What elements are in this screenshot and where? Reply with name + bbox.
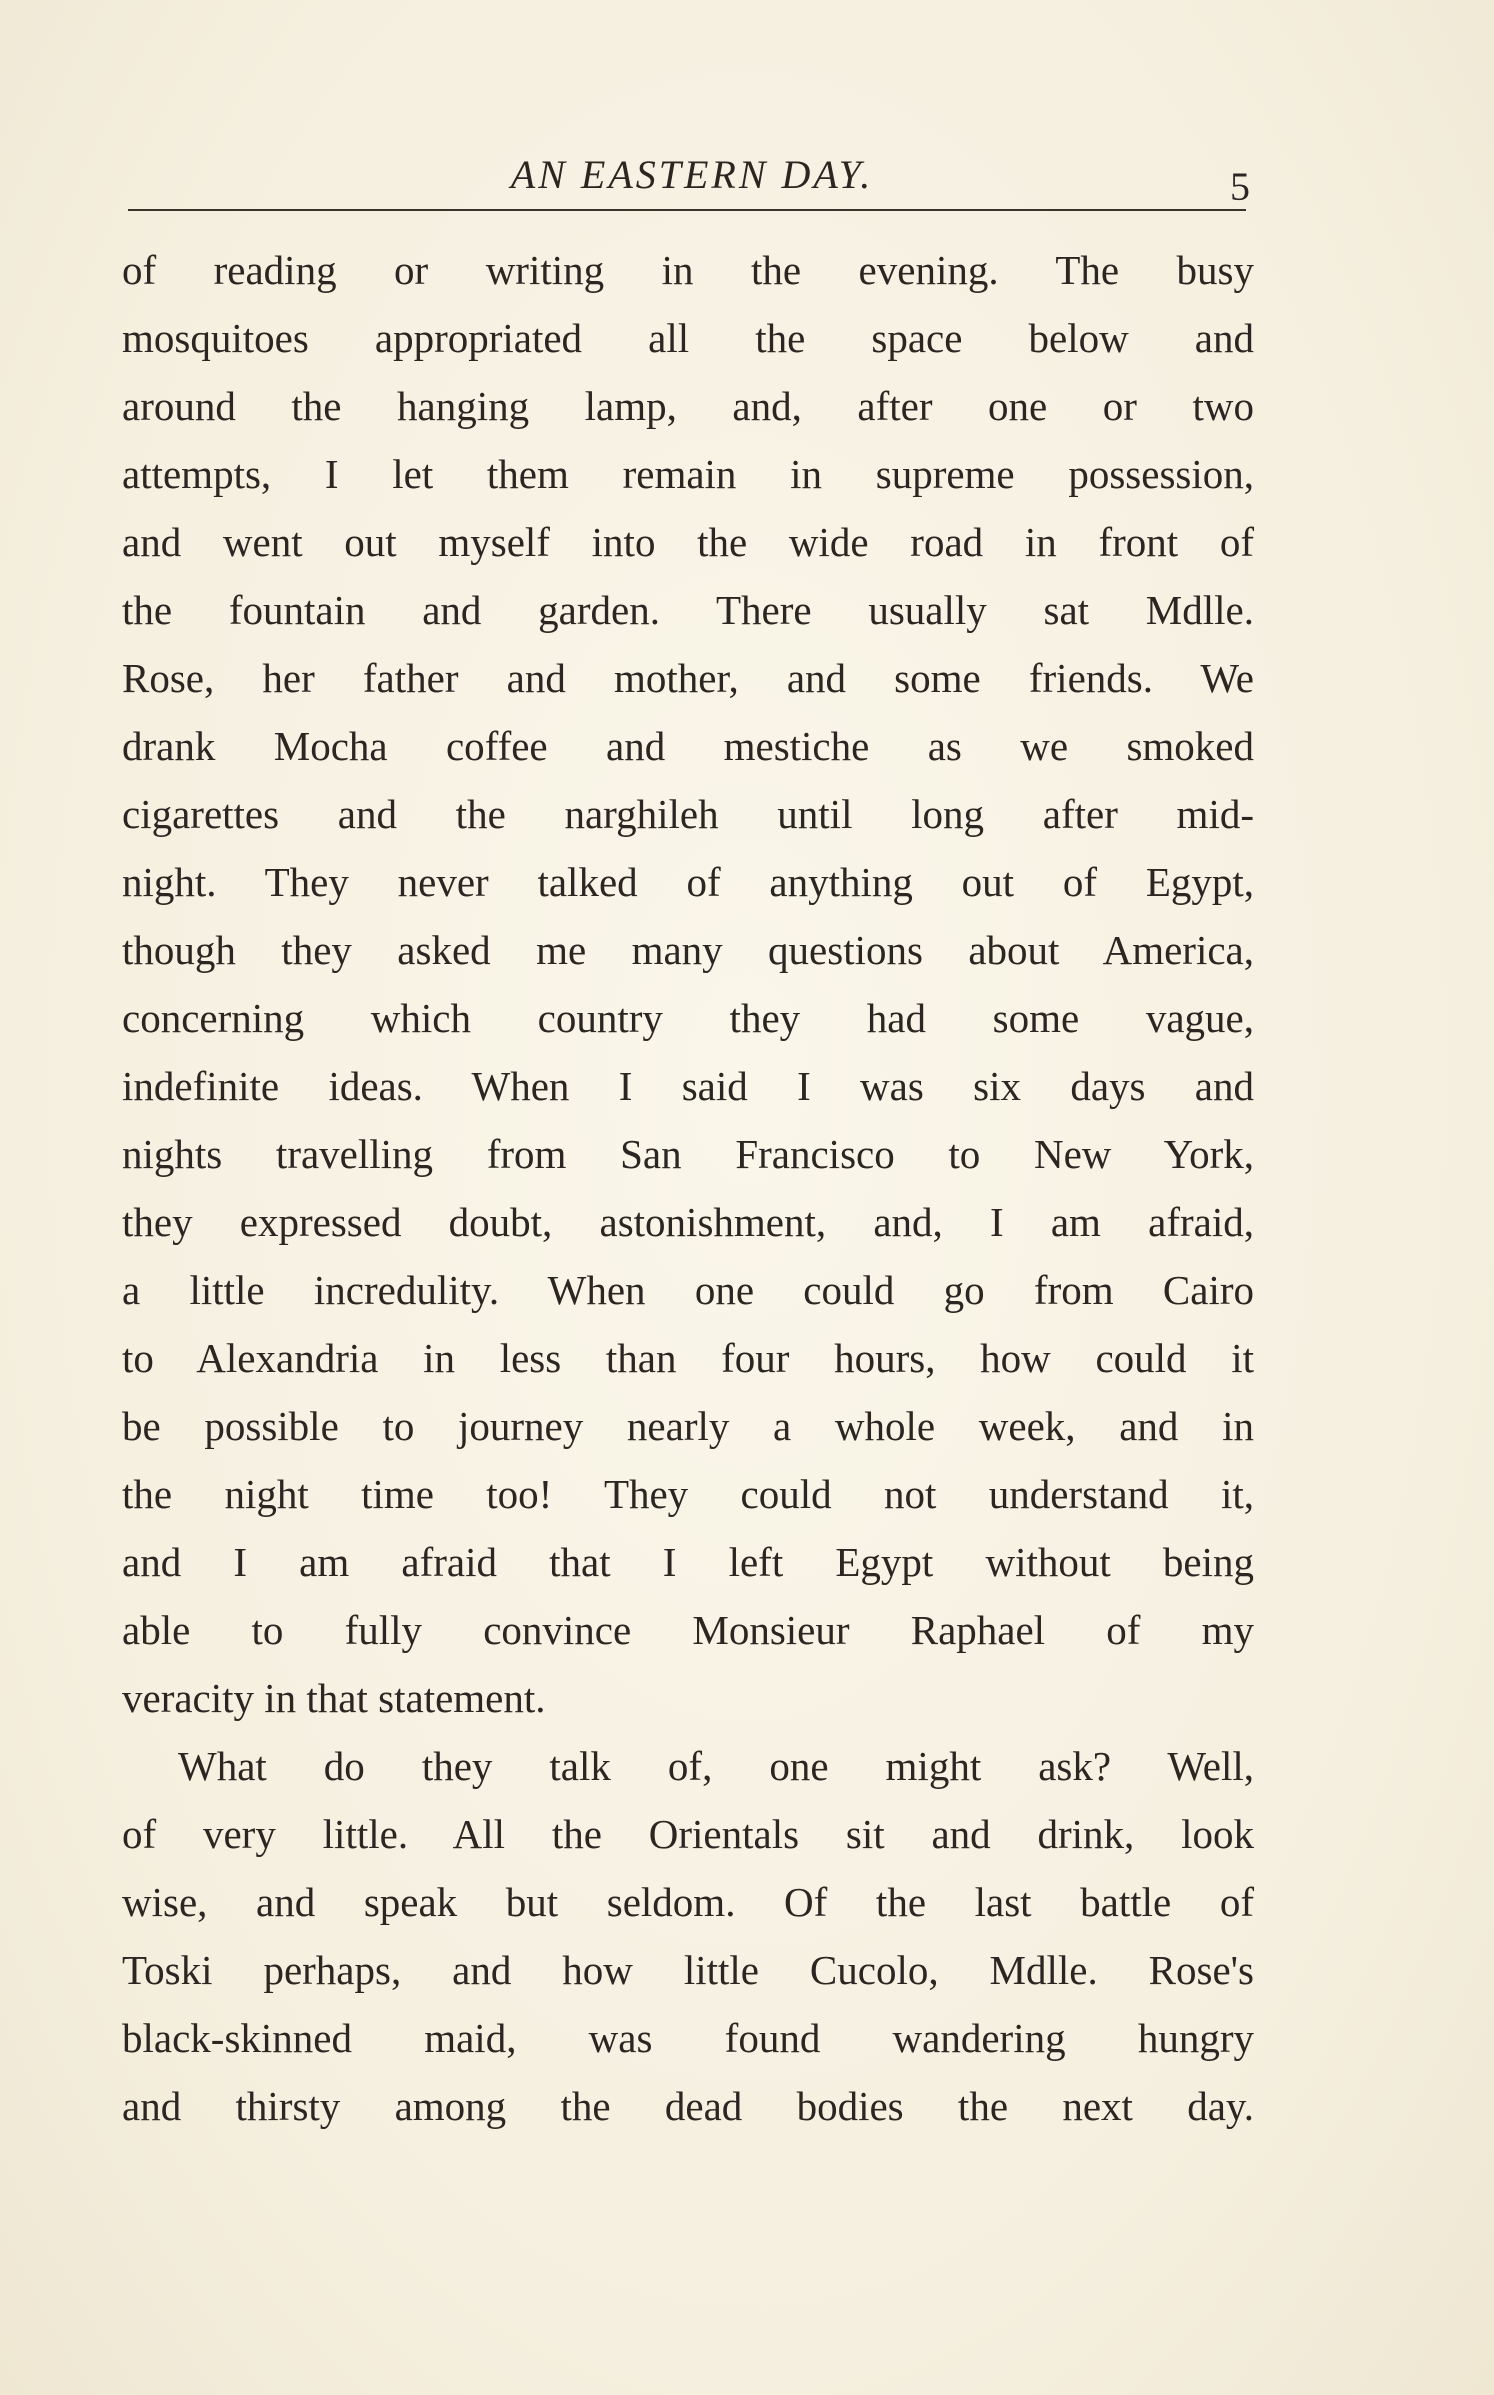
text-line: indefinite ideas. When I said I was six days and	[122, 1063, 1254, 1109]
text-line: mosquitoes appropriated all the space below and	[122, 315, 1254, 361]
text-line: What do they talk of, one might ask? Well,	[178, 1743, 1254, 1789]
text-line: they expressed doubt, astonishment, and, I am afraid,	[122, 1199, 1254, 1245]
text-line: be possible to journey nearly a whole week, and in	[122, 1403, 1254, 1449]
running-head	[128, 150, 1256, 210]
running-title: AN EASTERN DAY.	[510, 152, 874, 197]
text-line: the fountain and garden. There usually sat Mdlle.	[122, 587, 1254, 633]
text-line: though they asked me many questions about America,	[122, 927, 1254, 973]
text-line: of very little. All the Orientals sit and drink, look	[122, 1811, 1254, 1857]
text-line: and went out myself into the wide road in front of	[122, 519, 1254, 565]
text-line: veracity in that statement.	[122, 1675, 546, 1721]
text-line: night. They never talked of anything out of Egypt,	[122, 859, 1254, 905]
text-line: of reading or writing in the evening. The busy	[122, 247, 1254, 293]
header-rule	[128, 209, 1246, 211]
text-line: Rose, her father and mother, and some friends. We	[122, 655, 1254, 701]
text-line: attempts, I let them remain in supreme possession,	[122, 451, 1254, 497]
text-line: and thirsty among the dead bodies the next day.	[122, 2083, 1254, 2129]
text-line: black-skinned maid, was found wandering hungry	[122, 2015, 1254, 2061]
text-line: drank Mocha coffee and mestiche as we smoked	[122, 723, 1254, 769]
text-line: cigarettes and the narghileh until long after mid-	[122, 791, 1254, 837]
text-line: the night time too! They could not understand it,	[122, 1471, 1254, 1517]
text-line: concerning which country they had some vague,	[122, 995, 1254, 1041]
text-line: wise, and speak but seldom. Of the last battle of	[122, 1879, 1254, 1925]
text-line: to Alexandria in less than four hours, how could it	[122, 1335, 1254, 1381]
page-number: 5	[1230, 164, 1250, 209]
text-line: around the hanging lamp, and, after one or two	[122, 383, 1254, 429]
text-line: able to fully convince Monsieur Raphael of my	[122, 1607, 1254, 1653]
text-line: a little incredulity. When one could go from Cairo	[122, 1267, 1254, 1313]
body-text	[122, 236, 1254, 2140]
paragraph	[122, 1732, 1254, 2140]
text-line: nights travelling from San Francisco to New York,	[122, 1131, 1254, 1177]
paragraph	[122, 236, 1254, 1732]
text-line: Toski perhaps, and how little Cucolo, Mdlle. Rose's	[122, 1947, 1254, 1993]
text-line: and I am afraid that I left Egypt without being	[122, 1539, 1254, 1585]
